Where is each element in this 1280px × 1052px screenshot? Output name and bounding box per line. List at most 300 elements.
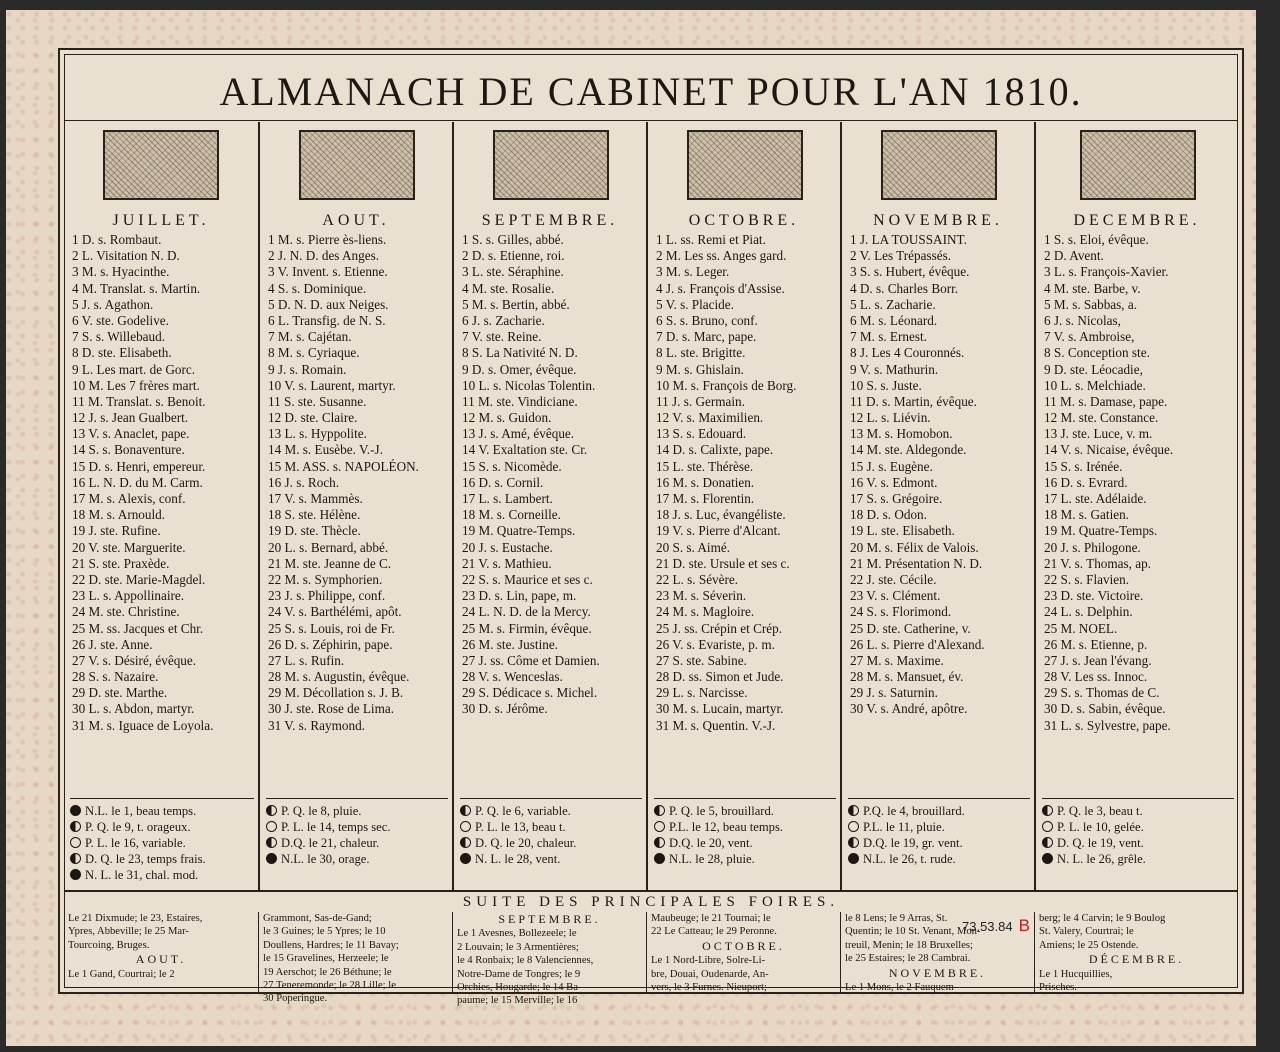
moon-phase-entry — [654, 835, 836, 851]
moon-phase-entry — [460, 851, 642, 867]
day-entry: 2 L. Visitation N. D. — [72, 248, 180, 264]
moon-phase-entry — [266, 819, 448, 835]
day-entry: 31 M. s. Iguace de Loyola. — [72, 717, 214, 733]
day-entry: 21 D. ste. Ursule et ses c. — [656, 555, 790, 571]
day-entry: 25 M. NOEL. — [1044, 620, 1118, 636]
month-column — [452, 122, 646, 890]
day-list — [850, 232, 1030, 718]
moon-phase-icon — [70, 869, 81, 880]
month-column — [646, 122, 840, 890]
day-entry: 22 J. ste. Cécile. — [850, 571, 937, 587]
moon-phase-icon — [460, 805, 471, 816]
moon-phase-entry — [266, 835, 448, 851]
day-entry: 3 M. s. Hyacinthe. — [72, 264, 170, 280]
day-entry: 12 V. s. Maximilien. — [656, 410, 764, 426]
moon-phase-entry — [70, 867, 254, 883]
day-entry: 25 J. ss. Crépin et Crép. — [656, 620, 783, 636]
day-entry: 2 D. Avent. — [1044, 248, 1104, 264]
foires-line: vers, le 3 Furnes. Nieuport; — [651, 982, 767, 994]
day-entry: 14 D. s. Calixte, pape. — [656, 442, 774, 458]
moon-phase-text: N.L. le 28, pluie. — [669, 852, 755, 866]
day-entry: 15 J. s. Eugène. — [850, 458, 933, 474]
day-entry: 6 M. s. Léonard. — [850, 312, 938, 328]
day-entry: 20 L. s. Bernard, abbé. — [268, 539, 389, 555]
day-entry: 26 J. ste. Anne. — [72, 636, 153, 652]
moon-phases — [848, 798, 1030, 867]
foires-line: Doullens, Hardres; le 11 Bavay; — [263, 939, 399, 951]
day-entry: 1 L. ss. Remi et Piat. — [656, 232, 766, 247]
day-entry: 30 D. s. Jérôme. — [462, 701, 548, 717]
foires-line: le 25 Estaires; le 28 Cambrai. — [845, 953, 971, 965]
day-entry: 21 M. ste. Jeanne de C. — [268, 555, 392, 571]
moon-phase-icon — [654, 853, 665, 864]
day-entry: 11 D. s. Martin, évêque. — [850, 393, 977, 409]
day-entry: 15 S. s. Irénée. — [1044, 458, 1123, 474]
day-list — [656, 232, 836, 734]
day-entry: 30 J. ste. Rose de Lima. — [268, 701, 394, 717]
moon-phase-icon — [1042, 837, 1053, 848]
moon-phase-text: P. L. le 14, temps sec. — [281, 820, 391, 834]
day-entry: 7 M. s. Ernest. — [850, 329, 927, 345]
moon-phase-text: P. Q. le 6, variable. — [475, 804, 571, 818]
day-entry: 21 M. Présentation N. D. — [850, 555, 983, 571]
foires-line: le 4 Ronbaix; le 8 Valenciennes, — [457, 955, 594, 967]
day-entry: 1 S. s. Eloi, évêque. — [1044, 232, 1149, 247]
foires-column — [64, 912, 258, 992]
day-entry: 16 M. s. Donatien. — [656, 474, 755, 490]
foires-line: 27 Teneremonde; le 28 Lille; le — [263, 980, 396, 992]
moon-phase-icon — [1042, 805, 1053, 816]
foires-line: Le 21 Dixmude; le 23, Estaires, — [68, 913, 203, 924]
day-entry: 12 M. s. Guidon. — [462, 410, 552, 426]
day-entry: 16 J. s. Roch. — [268, 474, 340, 490]
day-entry: 5 M. s. Bertin, abbé. — [462, 296, 570, 312]
day-entry: 7 D. s. Marc, pape. — [656, 329, 757, 345]
foires-line: 19 Aerschot; le 26 Béthune; le — [263, 966, 392, 978]
moon-phase-icon — [266, 805, 277, 816]
day-entry: 28 M. s. Augustin, évêque. — [268, 669, 410, 685]
day-entry: 22 S. s. Flavien. — [1044, 571, 1129, 587]
moon-phase-entry — [70, 819, 254, 835]
day-entry: 4 M. ste. Barbe, v. — [1044, 280, 1141, 296]
moon-phase-text: N. L. le 31, chal. mod. — [85, 868, 199, 882]
moon-phase-text: P. L. le 13, beau t. — [475, 820, 566, 834]
day-entry: 29 D. ste. Marthe. — [72, 685, 168, 701]
day-entry: 13 S. s. Edouard. — [656, 426, 747, 442]
day-entry: 2 D. s. Etienne, roi. — [462, 248, 565, 264]
moon-phase-text: D. Q. le 19, vent. — [1057, 836, 1144, 850]
moon-phase-icon — [266, 853, 277, 864]
day-entry: 10 S. s. Juste. — [850, 377, 922, 393]
month-name: DECEMBRE. — [1073, 212, 1201, 229]
day-entry: 7 V. ste. Reine. — [462, 329, 542, 345]
day-entry: 20 M. s. Félix de Valois. — [850, 539, 979, 555]
day-entry: 17 V. s. Mammès. — [268, 491, 363, 506]
day-entry: 26 M. ste. Justine. — [462, 636, 558, 652]
day-entry: 22 M. s. Symphorien. — [268, 571, 383, 587]
moon-phase-text: D.Q. le 20, vent. — [669, 836, 753, 850]
day-entry: 1 D. s. Rombaut. — [72, 232, 162, 247]
moon-phase-icon — [1042, 821, 1053, 832]
day-entry: 24 S. s. Florimond. — [850, 604, 952, 620]
day-entry: 20 J. s. Philogone. — [1044, 539, 1141, 555]
day-entry: 8 J. Les 4 Couronnés. — [850, 345, 965, 361]
foires-line: Le 1 Avesnes, Bollezeele; le — [457, 928, 577, 940]
day-entry: 19 V. s. Pierre d'Alcant. — [656, 523, 781, 539]
day-entry: 23 J. s. Philippe, conf. — [268, 588, 386, 604]
woodcut-vignette — [881, 130, 997, 200]
moon-phase-text: P. L. le 10, gelée. — [1057, 820, 1144, 834]
day-entry: 14 M. ste. Aldegonde. — [850, 442, 967, 458]
day-entry: 24 V. s. Barthélémi, apôt. — [268, 604, 402, 620]
day-entry: 18 D. s. Odon. — [850, 507, 927, 523]
foires-line: Prisches. — [1039, 982, 1077, 994]
moon-phase-icon — [848, 837, 859, 848]
day-entry: 31 L. s. Sylvestre, pape. — [1044, 717, 1171, 733]
day-entry: 30 M. s. Lucain, martyr. — [656, 701, 784, 717]
day-entry: 20 V. ste. Marguerite. — [72, 539, 186, 555]
day-entry: 3 M. s. Leger. — [656, 264, 730, 280]
foires-line: paume; le 15 Merville; le 16 — [457, 995, 578, 1007]
day-entry: 4 M. Translat. s. Martin. — [72, 280, 201, 296]
moon-phase-icon — [848, 853, 859, 864]
moon-phase-icon — [654, 821, 665, 832]
day-entry: 25 D. ste. Catherine, v. — [850, 620, 971, 636]
day-entry: 30 V. s. André, apôtre. — [850, 701, 968, 717]
day-entry: 19 M. Quatre-Temps. — [462, 523, 576, 539]
day-entry: 5 D. N. D. aux Neiges. — [268, 296, 389, 312]
moon-phase-text: P. Q. le 5, brouillard. — [669, 804, 774, 818]
day-entry: 27 V. s. Désiré, évêque. — [72, 652, 197, 668]
day-entry: 18 S. ste. Hélène. — [268, 507, 361, 523]
moon-phase-icon — [654, 837, 665, 848]
day-entry: 9 D. ste. Léocadie, — [1044, 361, 1143, 377]
day-list — [72, 232, 254, 734]
moon-phase-text: P. Q. le 9, t. orageux. — [85, 820, 191, 834]
moon-phase-icon — [70, 837, 81, 848]
moon-phase-text: D.Q. le 19, gr. vent. — [863, 836, 963, 850]
foires-month-heading: SEPTEMBRE. — [498, 912, 601, 926]
moon-phase-icon — [70, 821, 81, 832]
day-entry: 6 S. s. Bruno, conf. — [656, 312, 758, 328]
day-list — [462, 232, 642, 718]
day-entry: 9 V. s. Mathurin. — [850, 361, 939, 377]
month-column — [258, 122, 452, 890]
moon-phase-entry — [1042, 835, 1234, 851]
day-entry: 9 L. Les mart. de Gorc. — [72, 361, 196, 377]
moon-phase-icon — [460, 821, 471, 832]
day-entry: 18 J. s. Luc, évangéliste. — [656, 507, 786, 523]
moon-phase-icon — [1042, 853, 1053, 864]
foires-column — [452, 912, 646, 1007]
day-entry: 10 V. s. Laurent, martyr. — [268, 377, 396, 393]
moon-phase-entry — [1042, 803, 1234, 819]
day-entry: 17 M. s. Florentin. — [656, 491, 755, 506]
day-entry: 31 V. s. Raymond. — [268, 717, 365, 733]
day-entry: 26 M. s. Etienne, p. — [1044, 636, 1148, 652]
moon-phase-icon — [266, 821, 277, 832]
day-entry: 29 J. s. Saturnin. — [850, 685, 938, 701]
moon-phase-icon — [70, 805, 81, 816]
day-entry: 5 V. s. Placide. — [656, 296, 734, 312]
day-entry: 5 J. s. Agathon. — [72, 296, 154, 312]
foires-line: Ypres, Abbeville; le 25 Mar- — [68, 926, 189, 938]
day-entry: 2 M. Les ss. Anges gard. — [656, 248, 787, 264]
woodcut-vignette — [103, 130, 219, 200]
day-entry: 6 J. s. Zacharie. — [462, 312, 545, 328]
day-entry: 18 M. s. Corneille. — [462, 507, 561, 523]
moon-phase-icon — [70, 853, 81, 864]
foires-line: St. Valery, Courtrai; le — [1039, 926, 1134, 938]
moon-phase-entry — [848, 819, 1030, 835]
day-entry: 28 S. s. Nazaire. — [72, 669, 159, 685]
day-entry: 14 M. s. Eusèbe. V.-J. — [268, 442, 383, 458]
foires-line: bre, Douai, Oudenarde, An- — [651, 968, 769, 980]
day-entry: 25 M. ss. Jacques et Chr. — [72, 620, 204, 636]
stamp-number: 73.53.84 — [962, 919, 1013, 934]
day-entry: 8 S. La Nativité N. D. — [462, 345, 578, 361]
foires-line: Maubeuge; le 21 Tournai; le — [651, 913, 771, 924]
day-entry: 15 S. s. Nicomède. — [462, 458, 562, 474]
day-entry: 19 J. ste. Rufine. — [72, 523, 161, 539]
foires-line: Le 1 Mons, le 2 Fauquem- — [845, 982, 958, 994]
foires-column — [1034, 912, 1238, 992]
day-entry: 16 V. s. Edmont. — [850, 474, 938, 490]
day-entry: 7 M. s. Cajétan. — [268, 329, 352, 345]
woodcut-vignette — [299, 130, 415, 200]
day-entry: 26 V. s. Evariste, p. m. — [656, 636, 775, 652]
day-entry: 13 J. ste. Luce, v. m. — [1044, 426, 1153, 442]
moon-phase-text: P. Q. le 8, pluie. — [281, 804, 362, 818]
day-entry: 3 L. s. François-Xavier. — [1044, 264, 1169, 280]
foires-column — [646, 912, 840, 992]
day-entry: 14 V. s. Nicaise, évêque. — [1044, 442, 1174, 458]
stamp-letter: B — [1018, 916, 1030, 935]
day-entry: 22 S. s. Maurice et ses c. — [462, 571, 593, 587]
day-entry: 10 M. Les 7 frères mart. — [72, 377, 200, 393]
foires-line: Amiens; le 25 Ostende. — [1039, 939, 1139, 951]
day-entry: 24 M. ste. Christine. — [72, 604, 180, 620]
day-entry: 14 S. s. Bonaventure. — [72, 442, 185, 458]
day-entry: 16 L. N. D. du M. Carm. — [72, 474, 203, 490]
day-entry: 13 M. s. Homobon. — [850, 426, 953, 442]
month-name: SEPTEMBRE. — [481, 212, 619, 229]
day-entry: 6 L. Transfig. de N. S. — [268, 312, 386, 328]
day-entry: 28 D. ss. Simon et Jude. — [656, 669, 784, 685]
foires-month-heading: AOUT. — [135, 952, 187, 967]
day-entry: 7 S. s. Willebaud. — [72, 329, 166, 345]
moon-phase-icon — [848, 821, 859, 832]
almanac-sheet — [6, 10, 1256, 1046]
day-entry: 2 J. N. D. des Anges. — [268, 248, 379, 264]
day-entry: 10 L. s. Melchiade. — [1044, 377, 1146, 393]
foires-month-heading: OCTOBRE. — [702, 938, 785, 953]
day-entry: 20 S. s. Aimé. — [656, 539, 731, 555]
day-entry: 27 J. ss. Côme et Damien. — [462, 652, 600, 668]
moon-phases — [266, 798, 448, 867]
day-entry: 15 L. ste. Thérèse. — [656, 458, 754, 474]
day-entry: 21 V. s. Thomas, ap. — [1044, 555, 1151, 571]
day-entry: 27 S. ste. Sabine. — [656, 652, 747, 668]
moon-phase-entry — [266, 803, 448, 819]
day-entry: 5 M. s. Sabbas, a. — [1044, 296, 1138, 312]
day-entry: 12 M. ste. Constance. — [1044, 410, 1159, 426]
moon-phase-entry — [70, 835, 254, 851]
day-entry: 25 S. s. Louis, roi de Fr. — [268, 620, 395, 636]
page-title: ALMANACH DE CABINET POUR L'AN 1810. — [219, 69, 1083, 114]
moon-phase-entry — [1042, 819, 1234, 835]
foires-month-heading: NOVEMBRE. — [888, 965, 987, 980]
moon-phase-text: N.L. le 1, beau temps. — [85, 804, 197, 818]
day-entry: 19 D. ste. Thècle. — [268, 523, 361, 539]
month-name: AOUT. — [322, 212, 390, 229]
day-entry: 23 L. s. Appollinaire. — [72, 588, 185, 604]
moon-phase-text: N.L. le 30, orage. — [281, 852, 370, 866]
day-entry: 22 L. s. Sévère. — [656, 571, 739, 587]
day-entry: 1 J. LA TOUSSAINT. — [850, 232, 967, 247]
moon-phase-text: P.Q. le 4, brouillard. — [863, 804, 965, 818]
day-entry: 11 M. Translat. s. Benoit. — [72, 393, 206, 409]
moon-phase-text: D. Q. le 23, temps frais. — [85, 852, 206, 866]
moon-phase-text: N.L. le 26, t. rude. — [863, 852, 956, 866]
day-entry: 6 V. ste. Godelive. — [72, 312, 169, 328]
day-entry: 24 M. s. Magloire. — [656, 604, 755, 620]
day-entry: 9 J. s. Romain. — [268, 361, 347, 377]
day-entry: 13 J. s. Amé, évêque. — [462, 426, 575, 442]
day-entry: 29 L. s. Narcisse. — [656, 685, 748, 701]
foires-month-heading: DÉCEMBRE. — [1088, 952, 1185, 967]
day-entry: 5 L. s. Zacharie. — [850, 296, 936, 312]
day-entry: 8 M. s. Cyriaque. — [268, 345, 360, 361]
foires-line: Quentin; le 10 St. Venant, Mon- — [845, 926, 981, 938]
day-entry: 18 M. s. Gatien. — [1044, 507, 1129, 523]
moon-phases — [70, 798, 254, 883]
day-entry: 17 L. ste. Adélaide. — [1044, 491, 1147, 506]
day-entry: 3 S. s. Hubert, évêque. — [850, 264, 970, 280]
day-entry: 17 S. s. Grégoire. — [850, 491, 943, 506]
day-entry: 1 M. s. Pierre ès-liens. — [268, 232, 387, 247]
day-entry: 29 S. s. Thomas de C. — [1044, 685, 1160, 701]
day-entry: 15 D. s. Henri, empereur. — [72, 458, 206, 474]
moon-phase-icon — [460, 837, 471, 848]
day-entry: 17 L. s. Lambert. — [462, 491, 553, 506]
month-column — [64, 122, 258, 890]
day-entry: 26 D. s. Zéphirin, pape. — [268, 636, 393, 652]
day-entry: 19 M. Quatre-Temps. — [1044, 523, 1158, 539]
day-entry: 29 M. Décollation s. J. B. — [268, 685, 404, 701]
day-entry: 30 L. s. Abdon, martyr. — [72, 701, 195, 717]
foires-column — [258, 912, 452, 1005]
day-entry: 24 L. s. Delphin. — [1044, 604, 1133, 620]
moon-phase-entry — [848, 851, 1030, 867]
day-entry: 13 L. s. Hyppolite. — [268, 426, 367, 442]
day-list — [1044, 232, 1234, 734]
day-entry: 15 M. ASS. s. NAPOLÉON. — [268, 458, 419, 474]
month-column — [1034, 122, 1238, 890]
day-entry: 25 M. s. Firmin, évêque. — [462, 620, 592, 636]
moon-phase-entry — [848, 803, 1030, 819]
day-entry: 26 L. s. Pierre d'Alexand. — [850, 636, 985, 652]
day-entry: 23 D. s. Lin, pape, m. — [462, 588, 577, 604]
day-entry: 2 V. Les Trépassés. — [850, 248, 951, 264]
day-entry: 11 M. ste. Vindiciane. — [462, 393, 578, 409]
moon-phase-icon — [460, 853, 471, 864]
foires-line: le 15 Gravelines, Herzeele; le — [263, 953, 389, 965]
moon-phase-entry — [848, 835, 1030, 851]
day-entry: 8 S. Conception ste. — [1044, 345, 1150, 361]
month-column — [840, 122, 1034, 890]
day-entry: 12 J. s. Jean Gualbert. — [72, 410, 189, 426]
day-entry: 8 D. ste. Elisabeth. — [72, 345, 172, 361]
day-entry: 27 M. s. Maxime. — [850, 652, 944, 668]
day-entry: 17 M. s. Alexis, conf. — [72, 491, 186, 506]
moon-phase-entry — [654, 803, 836, 819]
almanac-frame — [58, 48, 1244, 1007]
moon-phase-text: D.Q. le 21, chaleur. — [281, 836, 380, 850]
moon-phase-icon — [848, 805, 859, 816]
day-list — [268, 232, 448, 734]
foires-line: treuil, Menin; le 18 Bruxelles; — [845, 939, 973, 951]
day-entry: 4 D. s. Charles Borr. — [850, 280, 959, 296]
moon-phase-text: D. Q. le 20, chaleur. — [475, 836, 577, 850]
day-entry: 9 D. s. Omer, évêque. — [462, 361, 577, 377]
day-entry: 10 L. s. Nicolas Tolentin. — [462, 377, 596, 393]
day-entry: 3 L. ste. Séraphine. — [462, 264, 564, 280]
day-entry: 21 S. ste. Praxède. — [72, 555, 170, 571]
day-entry: 18 M. s. Arnould. — [72, 507, 166, 523]
foires-line: Notre-Dame de Tongres; le 9 — [457, 968, 581, 980]
day-entry: 31 M. s. Quentin. V.-J. — [656, 717, 776, 733]
month-name: NOVEMBRE. — [873, 212, 1003, 229]
foires-line: le 3 Guines; le 5 Ypres; le 10 — [263, 926, 386, 938]
day-entry: 28 V. s. Wenceslas. — [462, 669, 563, 685]
day-entry: 11 J. s. Germain. — [656, 393, 745, 409]
foires-line: le 8 Lens; le 9 Arras, St. — [845, 913, 948, 924]
day-entry: 11 M. s. Damase, pape. — [1044, 393, 1168, 409]
woodcut-vignette — [493, 130, 609, 200]
day-entry: 14 V. Exaltation ste. Cr. — [462, 442, 588, 458]
foires-line: Grammont, Sas-de-Gand; — [263, 913, 372, 924]
day-entry: 23 M. s. Séverin. — [656, 588, 747, 604]
day-entry: 28 M. s. Mansuet, év. — [850, 669, 964, 685]
day-entry: 4 M. ste. Rosalie. — [462, 280, 555, 296]
moon-phase-entry — [460, 835, 642, 851]
moon-phase-entry — [460, 803, 642, 819]
day-entry: 11 S. ste. Susanne. — [268, 393, 367, 409]
moon-phase-entry — [70, 803, 254, 819]
moon-phase-entry — [1042, 851, 1234, 867]
day-entry: 16 D. s. Evrard. — [1044, 474, 1128, 490]
moon-phase-icon — [266, 837, 277, 848]
foires-line: Le 1 Nord-Libre, Solre-Li- — [651, 955, 766, 967]
day-entry: 19 L. ste. Elisabeth. — [850, 523, 955, 539]
moon-phase-text: N. L. le 28, vent. — [475, 852, 561, 866]
day-entry: 27 L. s. Rufin. — [268, 652, 345, 668]
foires-line: Orchies, Hougarde; le 14 Ba- — [457, 982, 582, 994]
moon-phase-entry — [460, 819, 642, 835]
day-entry: 8 L. ste. Brigitte. — [656, 345, 746, 361]
day-entry: 1 S. s. Gilles, abbé. — [462, 232, 564, 247]
moon-phases — [460, 798, 642, 867]
day-entry: 23 V. s. Clément. — [850, 588, 941, 604]
day-entry: 28 V. Les ss. Innoc. — [1044, 669, 1148, 685]
day-entry: 6 J. s. Nicolas, — [1044, 312, 1121, 328]
foires-line: 30 Poperingue. — [263, 993, 328, 1005]
moon-phase-entry — [654, 851, 836, 867]
moon-phase-text: P. L. le 16, variable. — [85, 836, 186, 850]
woodcut-vignette — [687, 130, 803, 200]
moon-phase-text: P.L. le 11, pluie. — [863, 820, 945, 834]
